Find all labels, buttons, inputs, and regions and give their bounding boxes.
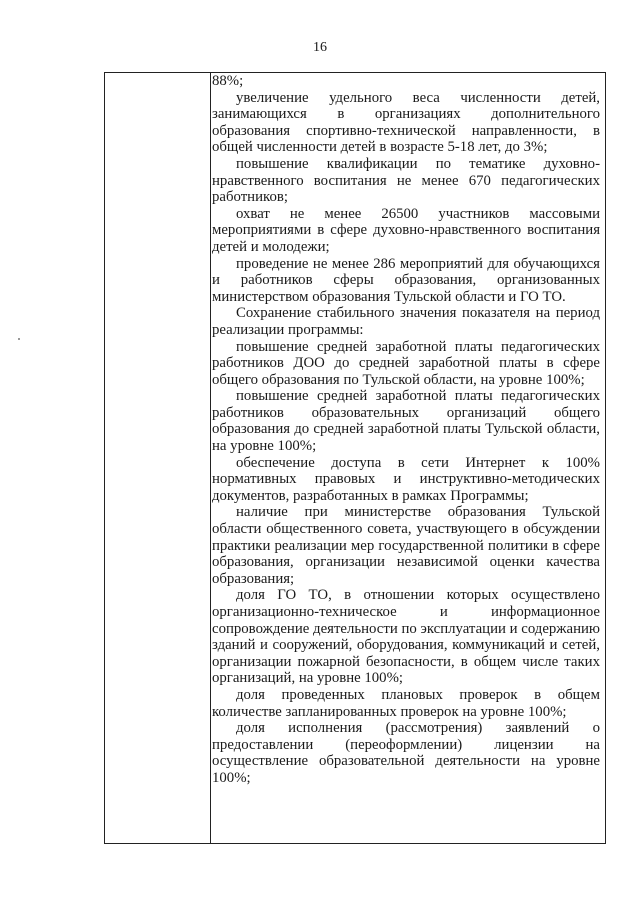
margin-speck [18,338,20,340]
paragraph: охват не менее 26500 участников массовыми мероприятиями в сфере духовно-нравственного воспитания детей и молодежи; [212,205,600,255]
paragraph: 88%; [212,73,244,89]
paragraph: доля ГО ТО, в отношении которых осуществлено организационно-техническое и информационное сопровождение деятельности по эксплуатации и содержанию зданий и сооружений, оборудования, коммуникаций и сетей, организации пожарной безопасности, в общем числе таких организаций, на уровне 100%; [212,587,600,687]
paragraph: обеспечение доступа в сети Интернет к 100% нормативных правовых и инструктивно-методических документов, разработанных в рамках Программы; [212,454,600,504]
paragraph: увеличение удельного веса численности детей, занимающихся в организациях дополнительного образования спортивно-технической направленности, в общей численности детей в возрасте 5-18 лет, до 3%; [212,89,600,156]
paragraph: Сохранение стабильного значения показателя на период реализации программы: [212,305,600,338]
paragraph: повышение средней заработной платы педагогических работников образовательных организаций общего образования до средней заработной платы Тульской области, на уровне 100%; [212,388,600,455]
column-divider [210,72,211,843]
paragraph: наличие при министерстве образования Тульской области общественного совета, участвующего в обсуждении практики реализации мер государственной политики в сфере образования, организации независимой оценки качества образования; [212,504,600,587]
paragraph: повышение квалификации по тематике духовно-нравственного воспитания не менее 670 педагогических работников; [212,155,600,206]
page-number: 16 [313,40,327,55]
paragraph: доля проведенных плановых проверок в общем количестве запланированных проверок на уровне 100%; [212,686,600,720]
table-cell-text [212,73,600,787]
document-table [104,72,606,844]
paragraph: проведение не менее 286 мероприятий для обучающихся и работников сферы образования, организованных министерством образования Тульской области и ГО ТО. [212,255,600,305]
paragraph: повышение средней заработной платы педагогических работников ДОО до средней заработной платы в сфере общего образования по Тульской области, на уровне 100%; [212,338,600,388]
paragraph: доля исполнения (рассмотрения) заявлений о предоставлении (переоформлении) лицензии на осуществление образовательной деятельности на уровне 100%; [212,720,600,786]
